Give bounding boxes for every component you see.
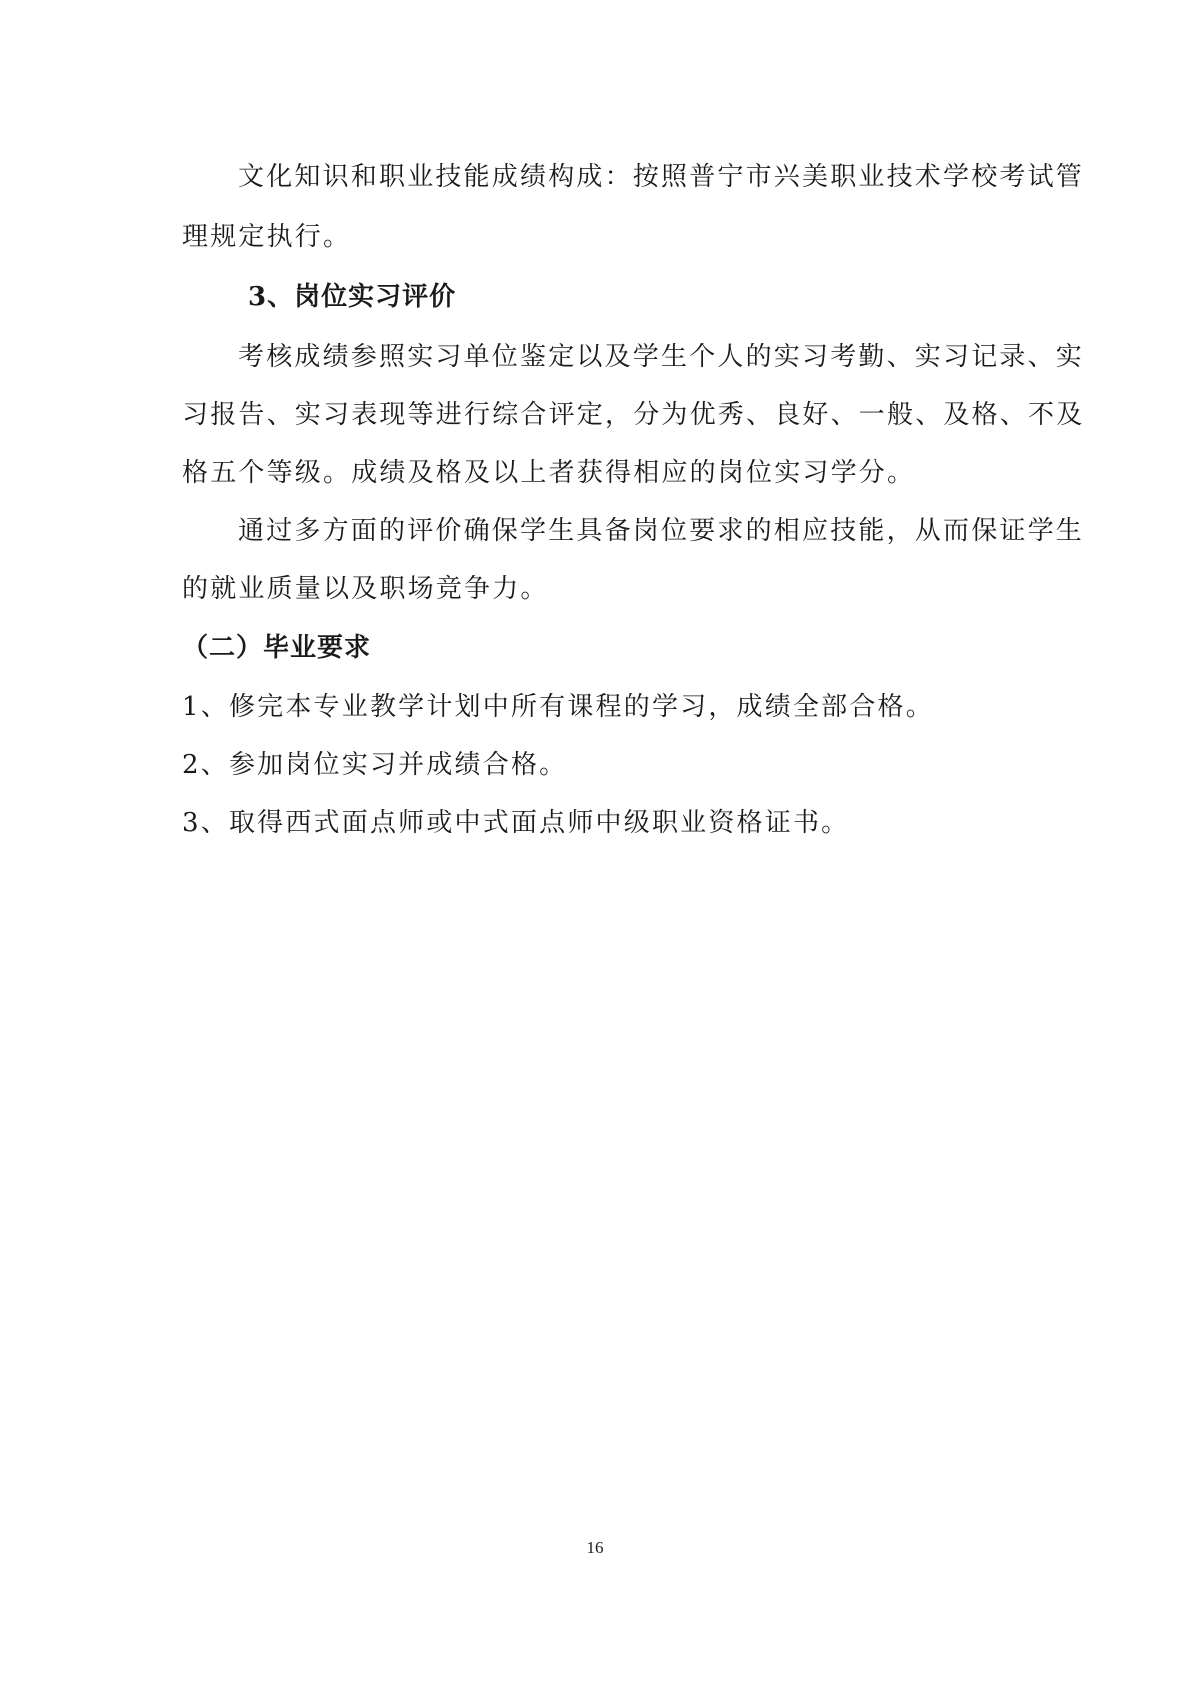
paragraph-text-line: 文化知识和职业技能成绩构成：按照普宁市兴美职业技术学校考试管 <box>238 162 1085 192</box>
list-item: 2、参加岗位实习并成绩合格。 <box>182 750 568 780</box>
paragraph-text-line: 考核成绩参照实习单位鉴定以及学生个人的实习考勤、实习记录、实 <box>238 342 1085 372</box>
page-number: 16 <box>586 1538 604 1557</box>
section-heading: （二）毕业要求 <box>182 633 372 663</box>
paragraph-text-line: 习报告、实习表现等进行综合评定，分为优秀、良好、一般、及格、不及 <box>182 400 1085 430</box>
paragraph-text-line: 通过多方面的评价确保学生具备岗位要求的相应技能，从而保证学生 <box>238 516 1085 546</box>
paragraph-text-line: 格五个等级。成绩及格及以上者获得相应的岗位实习学分。 <box>182 458 916 488</box>
section-heading: 3、岗位实习评价 <box>248 282 457 312</box>
paragraph-text-line: 的就业质量以及职场竞争力。 <box>182 574 549 604</box>
paragraph-text-line: 理规定执行。 <box>182 222 352 252</box>
list-item: 1、修完本专业教学计划中所有课程的学习，成绩全部合格。 <box>182 692 934 722</box>
list-item: 3、取得西式面点师或中式面点师中级职业资格证书。 <box>182 808 850 838</box>
